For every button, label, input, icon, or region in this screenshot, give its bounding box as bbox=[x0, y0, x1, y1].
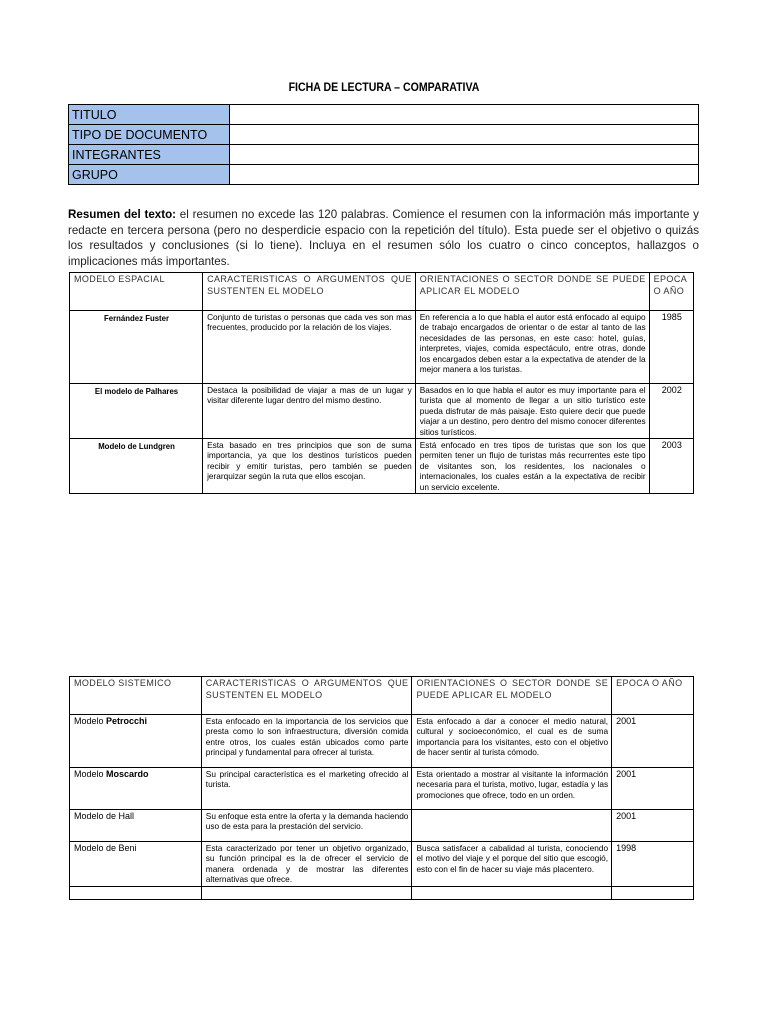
model-characteristics: Conjunto de turistas o personas que cada ves son mas frecuentes, producido por la relación de los viajes. bbox=[203, 311, 416, 384]
model-orientation bbox=[412, 810, 612, 842]
info-label-tipo-documento: TIPO DE DOCUMENTO bbox=[69, 125, 230, 145]
summary-label: Resumen del texto: bbox=[68, 208, 177, 221]
model-name-bold: Petrocchi bbox=[106, 716, 148, 726]
model-year: 2001 bbox=[612, 768, 694, 810]
model-characteristics: Destaca la posibilidad de viajar a mas de un lugar y visitar diferente lugar dentro del mismo destino. bbox=[203, 384, 416, 439]
systemic-model-table bbox=[69, 676, 694, 900]
model-name: Fernández Fuster bbox=[70, 311, 203, 384]
model-name bbox=[70, 768, 202, 810]
model-orientation: Esta orientado a mostrar al visitante la información necesaria para el turista, motivo, lugar, estadía y las promociones que ofrece, todo en un orden. bbox=[412, 768, 612, 810]
info-value-titulo[interactable] bbox=[230, 105, 699, 125]
model-characteristics: Esta enfocado en la importancia de los servicios que presta como lo son infraestructura, diversión comida entre otros, los cuales están ubicados como parte principal y fundamental para ofrecer al turista. bbox=[201, 715, 412, 768]
model-year: 2001 bbox=[612, 810, 694, 842]
header-modelo-sistemico: MODELO SISTEMICO bbox=[70, 677, 202, 715]
model-name bbox=[70, 715, 202, 768]
header-epoca: EPOCA O AÑO bbox=[612, 677, 694, 715]
info-value-grupo[interactable] bbox=[230, 165, 699, 185]
model-name: El modelo de Palhares bbox=[70, 384, 203, 439]
model-name-prefix: Modelo de Beni bbox=[74, 843, 137, 853]
table-row bbox=[70, 810, 694, 842]
model-name-prefix: Modelo bbox=[74, 769, 107, 779]
model-orientation: Busca satisfacer a cabalidad al turista, conociendo el motivo del viaje y el porque del sitio que escogió, esto con el fin de hacer su viaje más placentero. bbox=[412, 842, 612, 887]
info-label-grupo: GRUPO bbox=[69, 165, 230, 185]
model-name-prefix: Modelo de Hall bbox=[74, 811, 135, 821]
info-table bbox=[68, 104, 699, 185]
summary-text: el resumen no excede las 120 palabras. Comience el resumen con la información más importante y redacte en tercera persona (pero no desperdicie espacio con la repetición del título). Esta puede ser el objetivo o quizás los resultados y conclusiones (si lo tiene). Incluya en el resumen sólo los cuatro o cinco conceptos, hallazgos o implicaciones más importantes. bbox=[68, 208, 699, 268]
table-row bbox=[70, 311, 694, 384]
empty-cell[interactable] bbox=[201, 886, 412, 899]
model-year: 2002 bbox=[649, 384, 693, 439]
table-row bbox=[70, 439, 694, 494]
model-year: 1985 bbox=[649, 311, 693, 384]
model-characteristics: Su enfoque esta entre la oferta y la demanda haciendo uso de esta para la prestación del servicio. bbox=[201, 810, 412, 842]
header-orientaciones: ORIENTACIONES O SECTOR DONDE SE PUEDE APLICAR EL MODELO bbox=[412, 677, 612, 715]
header-caracteristicas: CARACTERISTICAS O ARGUMENTOS QUE SUSTENTEN EL MODELO bbox=[203, 273, 416, 311]
model-orientation: Esta enfocado a dar a conocer el medio natural, cultural y socioeconómico, el cual es de suma importancia para los visitantes, esto con el objetivo de hacer sentir al turista cómodo. bbox=[412, 715, 612, 768]
model-characteristics: Esta basado en tres principios que son de suma importancia, ya que los destinos turísticos pueden recibir y emitir turistas, pero también se pueden jerarquizar según la ruta que ellos escojan. bbox=[203, 439, 416, 494]
model-characteristics: Su principal característica es el marketing ofrecido al turista. bbox=[201, 768, 412, 810]
header-orientaciones: ORIENTACIONES O SECTOR DONDE SE PUEDE APLICAR EL MODELO bbox=[415, 273, 649, 311]
info-label-integrantes: INTEGRANTES bbox=[69, 145, 230, 165]
page-title: FICHA DE LECTURA – COMPARATIVA bbox=[288, 82, 480, 94]
table-row bbox=[70, 842, 694, 887]
model-name bbox=[70, 842, 202, 887]
table-row bbox=[70, 768, 694, 810]
summary-paragraph bbox=[68, 207, 699, 269]
table-row-empty bbox=[70, 886, 694, 899]
table-row bbox=[70, 715, 694, 768]
empty-cell[interactable] bbox=[412, 886, 612, 899]
model-year: 2001 bbox=[612, 715, 694, 768]
model-orientation: En referencia a lo que habla el autor está enfocado al equipo de trabajo encargados de orientar o de estar al tanto de las necesidades de las personas, en este caso: hotel, guías, interpretes, viajes, comida espectáculo, entre otras, donde los encargados deben estar a la expectativa de atender de la mejor manera a los turistas. bbox=[415, 311, 649, 384]
info-label-titulo: TITULO bbox=[69, 105, 230, 125]
spatial-model-table bbox=[69, 272, 694, 494]
info-value-integrantes[interactable] bbox=[230, 145, 699, 165]
model-orientation: Está enfocado en tres tipos de turistas que son los que permiten tener un flujo de turistas más recurrentes este tipo de visitantes son, los residentes, los nacionales o internacionales, los cuales están a la expectativa de recibir un servicio excelente. bbox=[415, 439, 649, 494]
header-epoca: EPOCA O AÑO bbox=[649, 273, 693, 311]
model-name-bold: Moscardo bbox=[106, 769, 149, 779]
header-modelo-espacial: MODELO ESPACIAL bbox=[70, 273, 203, 311]
empty-cell[interactable] bbox=[612, 886, 694, 899]
model-year: 2003 bbox=[649, 439, 693, 494]
model-name: Modelo de Lundgren bbox=[70, 439, 203, 494]
header-caracteristicas: CARACTERISTICAS O ARGUMENTOS QUE SUSTENTEN EL MODELO bbox=[201, 677, 412, 715]
model-characteristics: Esta caracterizado por tener un objetivo organizado, su función principal es la de ofrecer el servicio de manera ordenada y de mostrar las diferentes alternativas que ofrece. bbox=[201, 842, 412, 887]
table-row bbox=[70, 384, 694, 439]
model-year: 1998 bbox=[612, 842, 694, 887]
model-name bbox=[70, 810, 202, 842]
model-orientation: Basados en lo que habla el autor es muy importante para el turista que al momento de llegar a un sitio turístico este pueda disfrutar de más paisaje. Esto quiere decir que puede viajar a un destino, pero dentro del mismo conocer diferentes sitios turísticos. bbox=[415, 384, 649, 439]
model-name-prefix: Modelo bbox=[74, 716, 107, 726]
info-value-tipo-documento[interactable] bbox=[230, 125, 699, 145]
empty-cell[interactable] bbox=[70, 886, 202, 899]
